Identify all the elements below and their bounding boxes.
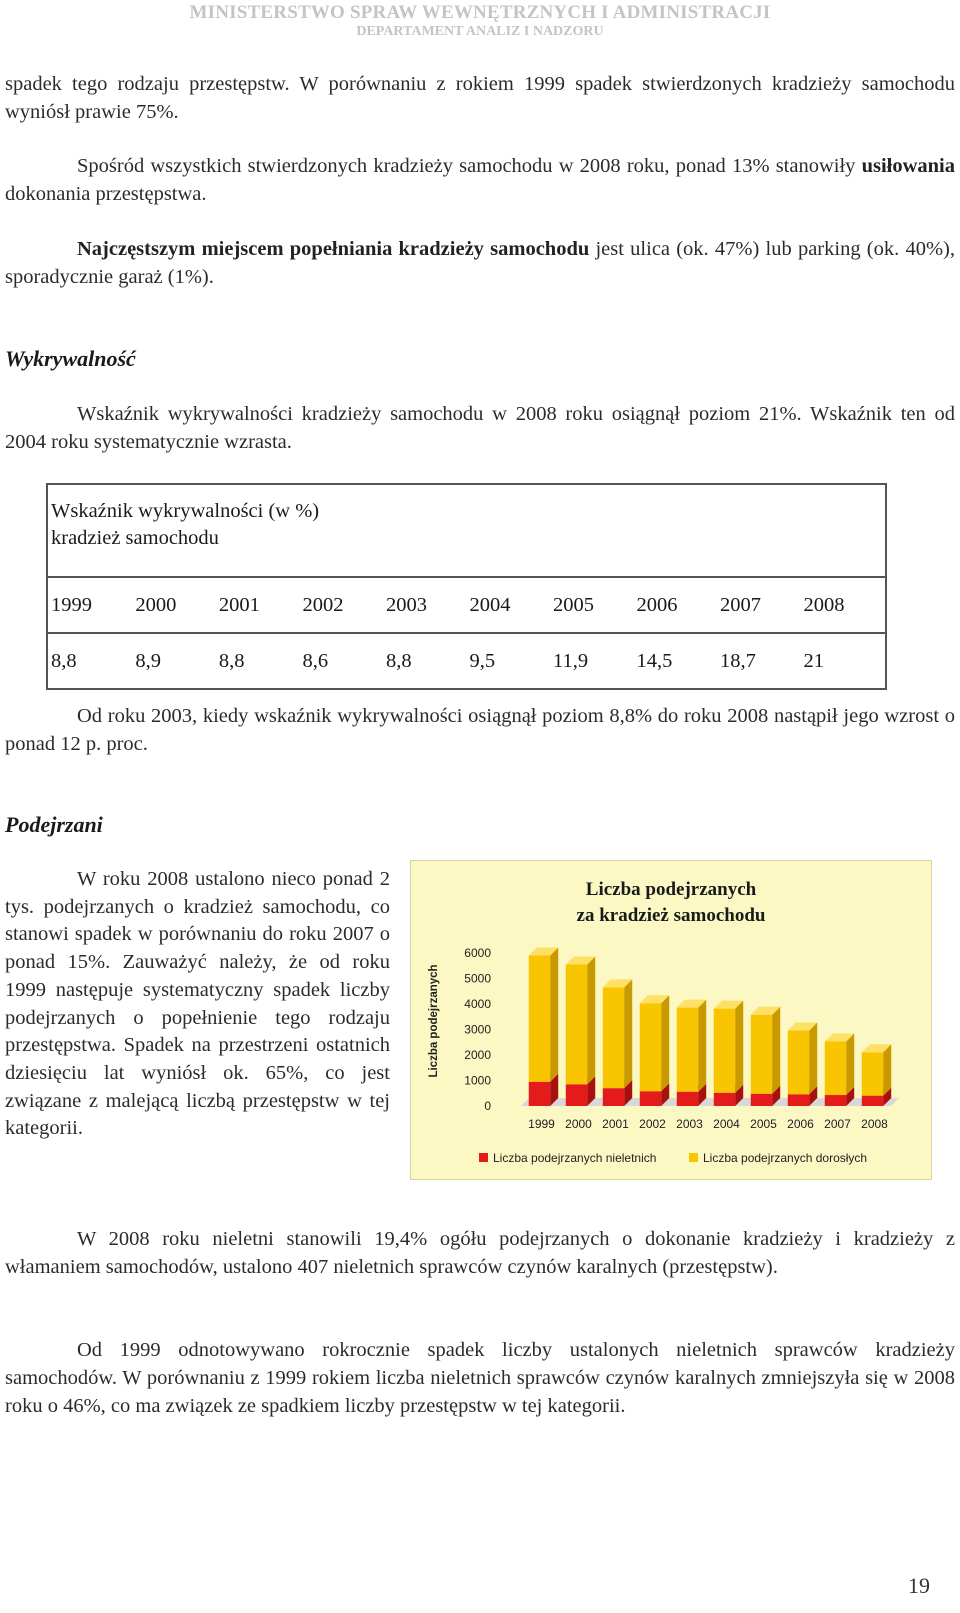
bar-adult [751,1015,772,1094]
table-cell-value: 8,8 [383,633,467,689]
bar-juvenile [788,1094,809,1106]
bar-adult [603,987,624,1088]
bar-adult-side [809,1023,817,1095]
suspects-chart-svg [411,861,931,1179]
bar-adult [862,1052,883,1095]
table-cell-value: 8,8 [47,633,132,689]
y-axis-label: Liczba podejrzanych [428,964,440,1078]
bar-adult [640,1003,661,1091]
detection-text: Wskaźnik wykrywalności kradzieży samochodu w 2008 roku osiągnął poziom 21%. Wskaźnik ten od 2004 roku systematycznie wzrasta. [5,403,955,453]
juveniles-text: W 2008 roku nieletni stanowili 19,4% ogółu podejrzanych o dokonanie kradzieży i kradzieży z włamaniem samochodów, ustalono 407 nieletnich sprawców czynów karalnych (przestępstw). [5,1228,955,1278]
table-title-cell [47,484,886,577]
attempts-bold: usiłowania [861,155,955,177]
table-title-line1: Wskaźnik wykrywalności (w %) [51,500,320,522]
bar-adult [825,1041,846,1095]
table-row-years [47,577,886,633]
x-tick-label: 2003 [676,1117,703,1131]
detection-rate-table [46,483,887,690]
table-cell-year: 2007 [717,577,801,633]
bar-adult [714,1009,735,1093]
y-tick-label: 3000 [464,1022,491,1037]
bar-juvenile [566,1084,587,1106]
bar-adult-side [624,979,632,1088]
bar-adult-side [846,1033,854,1095]
bar-juvenile [751,1094,772,1106]
juvenile-trend-text: Od 1999 odnotowywano rokrocznie spadek liczby ustalonych nieletnich sprawców kradzieży samochodów. W porównaniu z 1999 rokiem liczba nieletnich sprawców czynów karalnych zmniejszyła się w 2008 roku o 46%, co ma związek ze spadkiem liczby przestępstw w tej kategorii. [5,1339,955,1417]
table-cell-value: 11,9 [550,633,634,689]
bar-juvenile [529,1082,550,1106]
y-tick-label: 5000 [464,971,491,986]
legend-label-adult: Liczba podejrzanych dorosłych [703,1151,868,1165]
table-cell-value: 8,8 [216,633,300,689]
table-title-line2: kradzież samochodu [51,527,219,549]
table-cell-value: 21 [801,633,886,689]
x-tick-label: 2007 [824,1117,851,1131]
table-cell-year: 2006 [634,577,718,633]
paragraph-detection-growth [5,702,955,758]
legend-swatch-juvenile [479,1153,488,1162]
table-cell-value: 14,5 [634,633,718,689]
table-cell-value: 8,6 [299,633,383,689]
bar-adult [788,1031,809,1095]
bar-adult-side [587,956,595,1084]
section-title-wykrywalnosc: Wykrywalność [5,346,136,371]
page-number: 19 [908,1573,930,1598]
bar-juvenile [714,1093,735,1106]
y-tick-label: 1000 [464,1073,491,1088]
paragraph-suspects [5,866,390,1143]
paragraph-juveniles [5,1225,955,1281]
bar-adult-side [735,1001,743,1093]
chart-title-line2: za kradzież samochodu [576,905,766,926]
suspects-chart [410,860,932,1180]
paragraph-intro: spadek tego rodzaju przestępstw. W porównaniu z rokiem 1999 spadek stwierdzonych kradzieży samochodu wyniósł prawie 75%. [5,73,955,123]
y-tick-label: 6000 [464,946,491,960]
table-row-values [47,633,886,689]
table-cell-year: 1999 [47,577,132,633]
legend-label-juvenile: Liczba podejrzanych nieletnich [493,1151,657,1165]
paragraph-location [5,235,955,291]
x-tick-label: 2002 [639,1117,666,1131]
section-title-podejrzani: Podejrzani [5,812,103,837]
x-tick-label: 2001 [602,1117,629,1131]
suspects-text: W roku 2008 ustalono nieco ponad 2 tys. podejrzanych o kradzież samochodu, co stanowi spadek w porównaniu do roku 2007 o ponad 15%. Zauważyć należy, że od roku 1999 następuje systematyczny spadek liczby podejrzanych o popełnienie tego rodzaju przestępstwa. Spadek na przestrzeni ostatnich dziesięciu lat wyniósł ok. 65%, co jest związane z malejącą liczbą przestępstw w tej kategorii. [5,868,390,1140]
table-cell-year: 2000 [132,577,216,633]
chart-title-line1: Liczba podejrzanych [585,879,757,900]
x-tick-label: 2005 [750,1117,777,1131]
table-cell-value: 9,5 [466,633,550,689]
paragraph-attempts [5,152,955,208]
bar-adult-side [698,1000,706,1092]
bar-adult-side [772,1007,780,1094]
bar-adult-side [550,948,558,1082]
y-tick-label: 2000 [464,1048,491,1062]
x-tick-label: 1999 [528,1117,555,1131]
x-tick-label: 2000 [565,1117,592,1131]
paragraph-juvenile-trend [5,1336,955,1420]
y-tick-label: 0 [484,1099,491,1113]
table-cell-year: 2001 [216,577,300,633]
bar-juvenile [603,1088,624,1106]
table-cell-year: 2002 [299,577,383,633]
department-header: DEPARTAMENT ANALIZ I NADZORU [356,24,604,39]
location-text: jest ulica (ok. 47%) lub parking (ok. 40%), sporadycznie garaż (1%). [5,238,955,288]
table-cell-value: 8,9 [132,633,216,689]
detection-growth-text: Od roku 2003, kiedy wskaźnik wykrywalności osiągnął poziom 8,8% do roku 2008 nastąpił jego wzrost o ponad 12 p. proc. [5,705,955,755]
bar-juvenile [825,1095,846,1106]
bar-adult-side [661,995,669,1091]
x-tick-label: 2008 [861,1117,888,1131]
x-tick-label: 2006 [787,1117,814,1131]
paragraph-detection [5,400,955,456]
ministry-header: MINISTERSTWO SPRAW WEWNĘTRZNYCH I ADMINISTRACJI [189,2,771,23]
y-tick-label: 4000 [464,997,491,1011]
bar-adult [566,964,587,1084]
attempts-text-a: Spośród wszystkich stwierdzonych kradzieży samochodu w 2008 roku, ponad 13% stanowiły [77,155,862,177]
legend-swatch-adult [689,1153,698,1162]
table-cell-year: 2005 [550,577,634,633]
location-bold: Najczęstszym miejscem popełniania kradzieży samochodu [77,238,590,260]
x-tick-label: 2004 [713,1117,740,1131]
bar-adult [529,956,550,1082]
table-cell-year: 2004 [466,577,550,633]
table-cell-value: 18,7 [717,633,801,689]
bar-juvenile [862,1096,883,1106]
bar-adult [677,1008,698,1092]
attempts-text-c: dokonania przestępstwa. [5,183,207,205]
bar-juvenile [677,1092,698,1106]
table-cell-year: 2003 [383,577,467,633]
table-cell-year: 2008 [801,577,886,633]
bar-juvenile [640,1091,661,1106]
bar-adult-side [883,1044,891,1095]
